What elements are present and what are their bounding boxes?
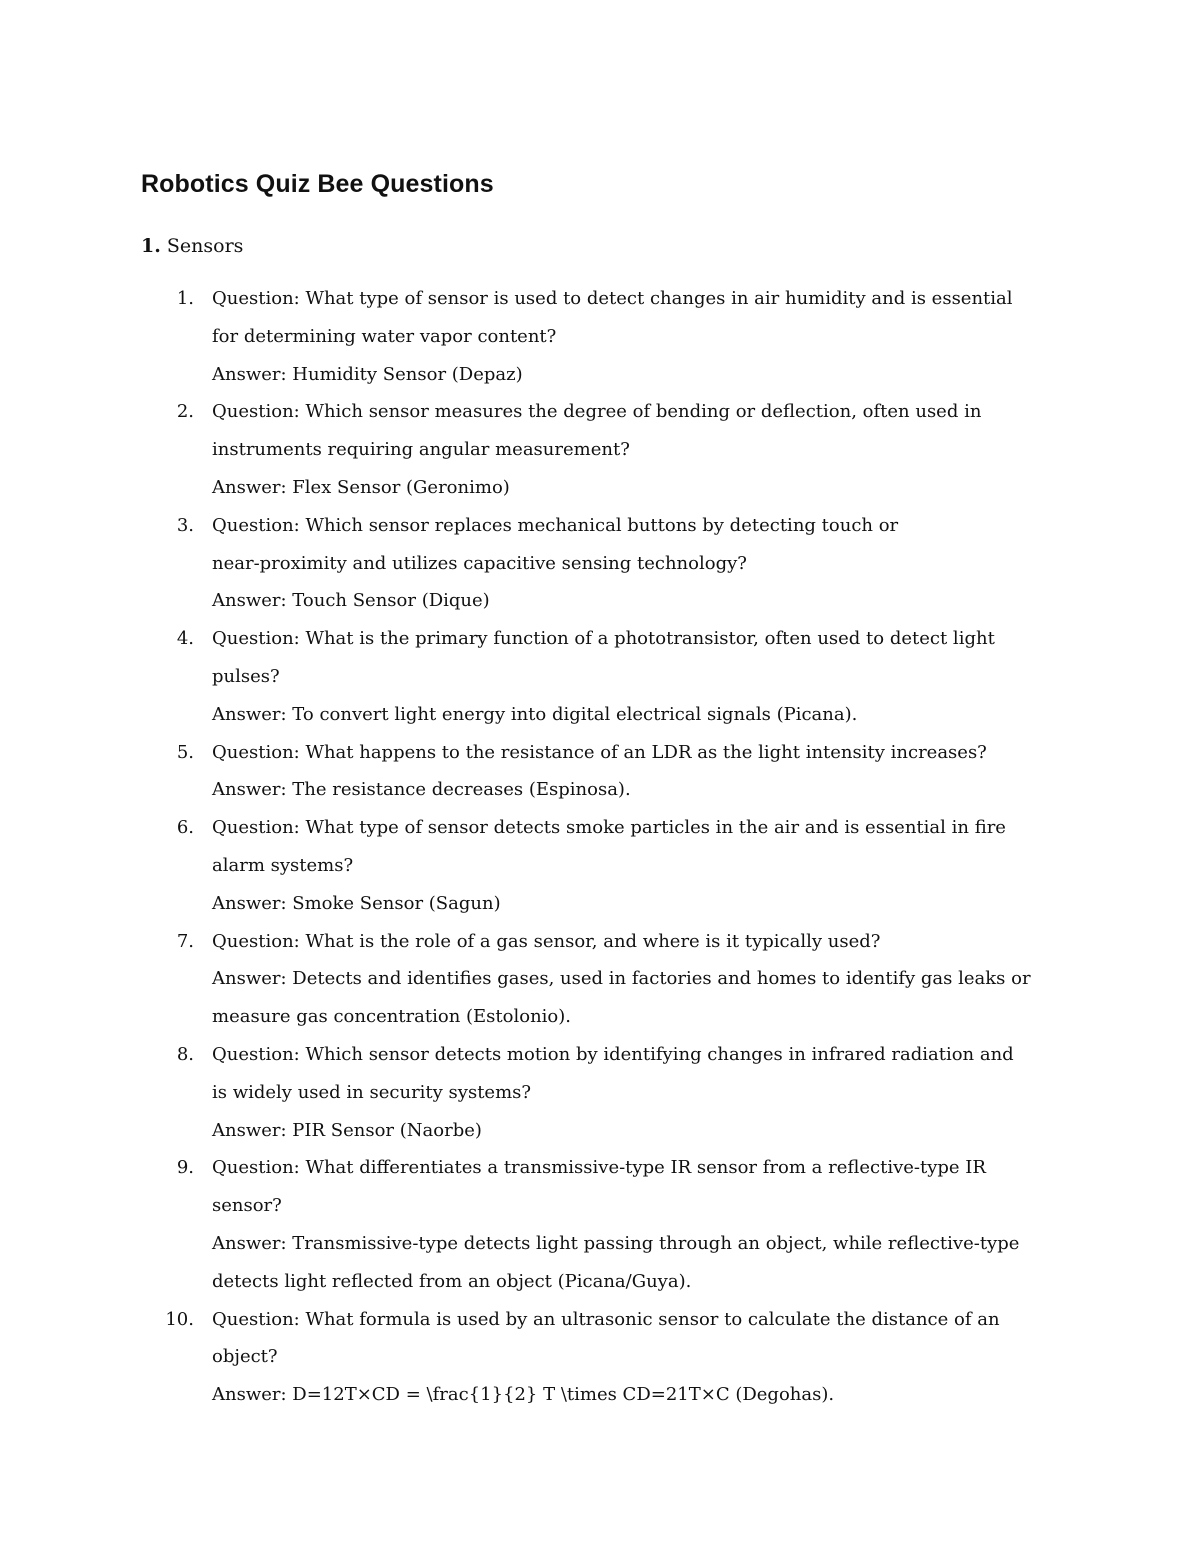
question-item: [0, 809, 1200, 922]
document-title: Robotics Quiz Bee Questions: [141, 170, 494, 198]
question-item: [0, 507, 1200, 620]
section-number: 1.: [141, 235, 161, 257]
question-line: Question: What happens to the resistance of an LDR as the light intensity increases?: [212, 741, 987, 763]
question-line: Question: What differentiates a transmissive-type IR sensor from a reflective-type IR: [212, 1157, 986, 1179]
question-line: Answer: The resistance decreases (Espinosa).: [212, 779, 631, 801]
question-line: Question: Which sensor replaces mechanical buttons by detecting touch or: [212, 514, 899, 536]
question-number: 4.: [176, 628, 194, 650]
question-line: instruments requiring angular measurement?: [212, 439, 630, 461]
question-line: pulses?: [212, 665, 280, 687]
question-line: Answer: Detects and identifies gases, used in factories and homes to identify gas leaks or: [212, 968, 1031, 990]
question-number: 3.: [176, 514, 194, 536]
section-name: Sensors: [166, 235, 244, 257]
question-item: [0, 1149, 1200, 1300]
question-item: [0, 1036, 1200, 1149]
question-line: measure gas concentration (Estolonio).: [212, 1006, 572, 1028]
question-line: for determining water vapor content?: [212, 325, 557, 347]
question-line: Question: What type of sensor is used to detect changes in air humidity and is essential: [212, 288, 1013, 309]
question-line: Question: Which sensor detects motion by identifying changes in infrared radiation and: [212, 1043, 1014, 1065]
question-item: [0, 923, 1200, 1036]
question-line: Answer: Transmissive-type detects light passing through an object, while reflective-type: [212, 1232, 1020, 1254]
question-item: [0, 1301, 1200, 1414]
question-list: [0, 280, 1200, 1414]
question-line: Answer: Humidity Sensor (Depaz): [212, 363, 523, 385]
question-line: Answer: Touch Sensor (Dique): [212, 590, 490, 612]
question-line: Answer: D=12T×CD = \frac{1}{2} T \times CD=21T×C (Degohas).: [212, 1384, 835, 1406]
question-number: 7.: [176, 930, 194, 952]
question-item: [0, 620, 1200, 733]
question-item: [0, 280, 1200, 393]
question-number: 5.: [176, 741, 194, 763]
question-line: object?: [212, 1346, 278, 1368]
question-line: Question: What formula is used by an ultrasonic sensor to calculate the distance of an: [212, 1308, 1000, 1330]
question-line: is widely used in security systems?: [212, 1081, 532, 1103]
section-heading: [141, 232, 243, 260]
question-line: detects light reflected from an object (Picana/Guya).: [212, 1270, 692, 1292]
question-line: alarm systems?: [212, 854, 354, 876]
question-item: [0, 393, 1200, 506]
question-number: 10.: [165, 1308, 194, 1330]
question-line: Question: What is the primary function of a phototransistor, often used to detect light: [212, 628, 995, 650]
question-line: Answer: To convert light energy into digital electrical signals (Picana).: [212, 703, 858, 725]
question-number: 2.: [176, 401, 194, 423]
question-line: sensor?: [212, 1195, 282, 1217]
question-line: Answer: Smoke Sensor (Sagun): [212, 892, 501, 914]
question-line: Answer: PIR Sensor (Naorbe): [212, 1119, 482, 1141]
question-line: Answer: Flex Sensor (Geronimo): [212, 476, 510, 498]
question-number: 8.: [176, 1043, 194, 1065]
question-item: [0, 734, 1200, 810]
question-line: Question: What is the role of a gas sensor, and where is it typically used?: [212, 930, 881, 952]
question-line: Question: What type of sensor detects smoke particles in the air and is essential in fire: [212, 817, 1006, 839]
question-number: 6.: [176, 817, 194, 839]
question-line: Question: Which sensor measures the degree of bending or deflection, often used in: [212, 401, 982, 423]
question-number: 9.: [176, 1157, 194, 1179]
question-line: near-proximity and utilizes capacitive sensing technology?: [212, 552, 747, 574]
question-number: 1.: [176, 288, 194, 309]
